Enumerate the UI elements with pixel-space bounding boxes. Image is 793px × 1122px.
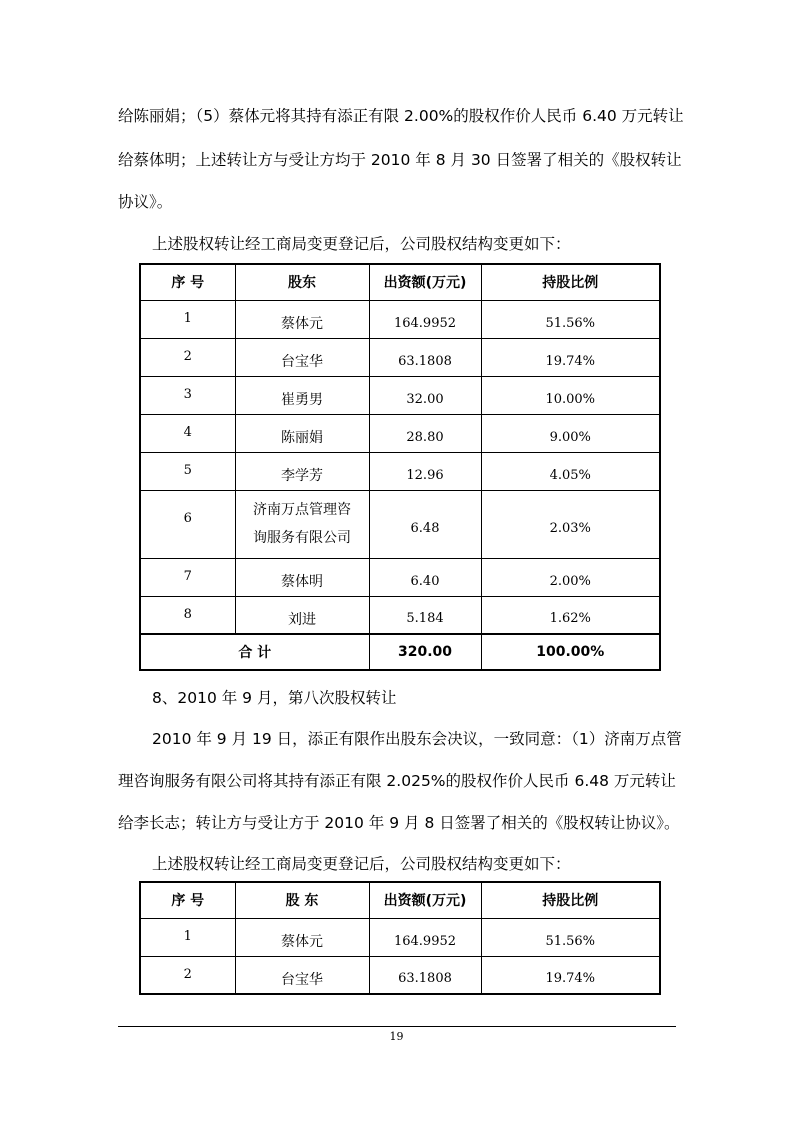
paragraph-line: 给蔡体明；上述转让方与受让方均于 2010 年 8 月 30 日签署了相关的《股权转让: [118, 151, 682, 169]
header-shareholder: 股 东: [235, 882, 369, 918]
header-ratio: 持股比例: [481, 882, 660, 918]
row-no: 7: [140, 558, 235, 596]
row-name: 蔡体元: [235, 918, 369, 956]
header-no: 序 号: [140, 882, 235, 918]
section-heading: 8、2010 年 9 月，第八次股权转让: [152, 689, 397, 707]
table-header-row: [140, 882, 660, 918]
row-ratio: 2.03%: [481, 490, 660, 558]
row-name: 李学芳: [235, 452, 369, 490]
row-name-line1: 济南万点管理咨: [253, 502, 351, 518]
row-amount: 5.184: [369, 596, 481, 634]
table-row: [140, 558, 660, 596]
total-label: 合 计: [140, 634, 369, 670]
row-name-line2: 询服务有限公司: [253, 530, 351, 546]
table-row: [140, 338, 660, 376]
table-total-row: [140, 634, 660, 670]
paragraph-line: 给陈丽娟；（5）蔡体元将其持有添正有限 2.00%的股权作价人民币 6.40 万元转让: [118, 107, 684, 125]
row-no: 2: [140, 956, 235, 994]
row-name: 台宝华: [235, 338, 369, 376]
row-name: 刘进: [235, 596, 369, 634]
header-amount: 出资额(万元): [369, 264, 481, 300]
footer-divider: [118, 1026, 676, 1027]
row-ratio: 9.00%: [481, 414, 660, 452]
row-amount: 6.48: [369, 490, 481, 558]
total-ratio: 100.00%: [481, 634, 660, 670]
row-no: 5: [140, 452, 235, 490]
table-row: [140, 376, 660, 414]
table-row: [140, 452, 660, 490]
row-ratio: 51.56%: [481, 300, 660, 338]
shareholding-table-2: [139, 881, 661, 995]
row-amount: 28.80: [369, 414, 481, 452]
row-no: 8: [140, 596, 235, 634]
row-ratio: 4.05%: [481, 452, 660, 490]
paragraph-line: 2010 年 9 月 19 日，添正有限作出股东会决议，一致同意：（1）济南万点管: [152, 730, 682, 748]
row-ratio: 19.74%: [481, 338, 660, 376]
table-header-row: [140, 264, 660, 300]
row-ratio: 51.56%: [481, 918, 660, 956]
page-number: 19: [389, 1030, 404, 1043]
row-no: 4: [140, 414, 235, 452]
paragraph-line: 给李长志；转让方与受让方于 2010 年 9 月 8 日签署了相关的《股权转让协议》。: [118, 814, 680, 832]
row-ratio: 19.74%: [481, 956, 660, 994]
row-name: [235, 490, 369, 558]
row-amount: 12.96: [369, 452, 481, 490]
shareholding-table-1: [139, 263, 661, 671]
row-ratio: 10.00%: [481, 376, 660, 414]
header-shareholder: 股东: [235, 264, 369, 300]
total-amount: 320.00: [369, 634, 481, 670]
paragraph-line: 上述股权转让经工商局变更登记后，公司股权结构变更如下：: [152, 235, 571, 253]
row-no: 1: [140, 918, 235, 956]
row-amount: 63.1808: [369, 338, 481, 376]
row-amount: 6.40: [369, 558, 481, 596]
row-ratio: 1.62%: [481, 596, 660, 634]
row-name: 陈丽娟: [235, 414, 369, 452]
paragraph-line: 理咨询服务有限公司将其持有添正有限 2.025%的股权作价人民币 6.48 万元转让: [118, 772, 676, 790]
row-no: 3: [140, 376, 235, 414]
table-row: [140, 956, 660, 994]
row-amount: 63.1808: [369, 956, 481, 994]
row-no: 2: [140, 338, 235, 376]
table-row: [140, 490, 660, 558]
row-ratio: 2.00%: [481, 558, 660, 596]
header-ratio: 持股比例: [481, 264, 660, 300]
row-no: 6: [140, 490, 235, 558]
table-row: [140, 918, 660, 956]
row-no: 1: [140, 300, 235, 338]
header-amount: 出资额(万元): [369, 882, 481, 918]
table-row: [140, 596, 660, 634]
row-amount: 32.00: [369, 376, 481, 414]
row-name: 台宝华: [235, 956, 369, 994]
paragraph-line: 协议》。: [118, 193, 173, 211]
table-row: [140, 414, 660, 452]
table-row: [140, 300, 660, 338]
row-amount: 164.9952: [369, 918, 481, 956]
row-name: 蔡体明: [235, 558, 369, 596]
row-amount: 164.9952: [369, 300, 481, 338]
header-no: 序 号: [140, 264, 235, 300]
row-name: 崔勇男: [235, 376, 369, 414]
paragraph-line: 上述股权转让经工商局变更登记后，公司股权结构变更如下：: [152, 855, 571, 873]
row-name: 蔡体元: [235, 300, 369, 338]
